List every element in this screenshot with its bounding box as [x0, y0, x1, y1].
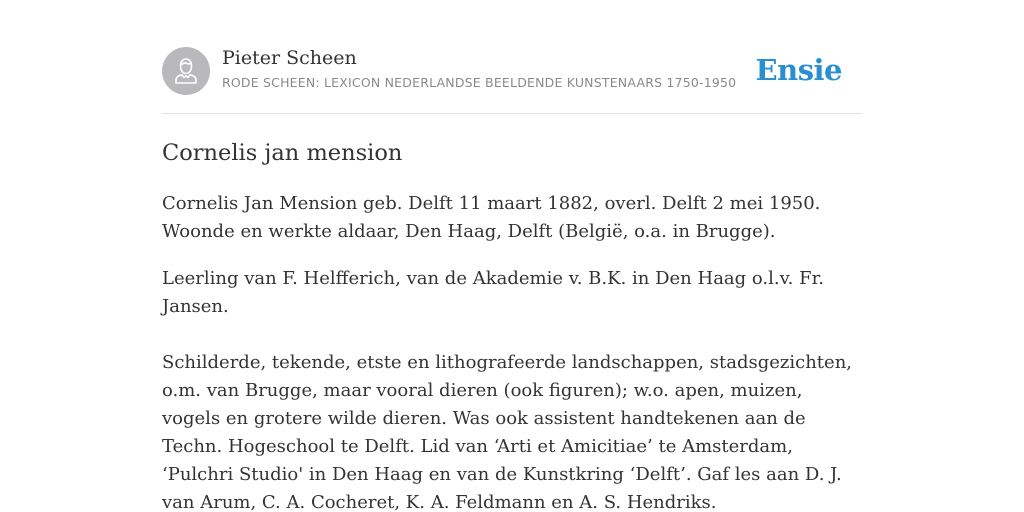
article-content: [162, 138, 862, 512]
entry-header: [162, 46, 862, 96]
entry-title: Cornelis jan mension: [162, 140, 403, 166]
entry-paragraph-2: Leerling van F. Helfferich, van de Akademie v. B.K. in Den Haag o.l.v. Fr. Jansen.: [162, 268, 824, 317]
author-name[interactable]: Pieter Scheen: [222, 47, 357, 69]
ensie-logo[interactable]: Ensie: [755, 53, 842, 87]
entry-paragraph-3: Schilderde, tekende, etste en lithografeerde landschappen, stadsgezichten, o.m. van Brugge, maar vooral dieren (ook figuren); w.o. apen, muizen, vogels en grotere wilde dieren. Was ook assistent handtekenen aan de Techn. Hogeschool te Delft. Lid van ‘Arti et Amicitiae’ te Amsterdam, ‘Pulchri Studio' in Den Haag en van de Kunstkring ‘Delft’. Gaf les aan D. J. van Arum, C. A. Cocheret, K. A. Feldmann en A. S. Hendriks.: [162, 352, 853, 512]
entry-paragraph-1: Cornelis Jan Mension geb. Delft 11 maart 1882, overl. Delft 2 mei 1950. Woonde en werkte aldaar, Den Haag, Delft (België, o.a. in Brugge).: [162, 193, 821, 242]
author-avatar[interactable]: [162, 47, 210, 95]
header-divider: [162, 113, 862, 114]
source-title[interactable]: RODE SCHEEN: LEXICON NEDERLANDSE BEELDENDE KUNSTENAARS 1750-1950: [222, 75, 737, 90]
user-avatar-icon: [162, 47, 210, 95]
